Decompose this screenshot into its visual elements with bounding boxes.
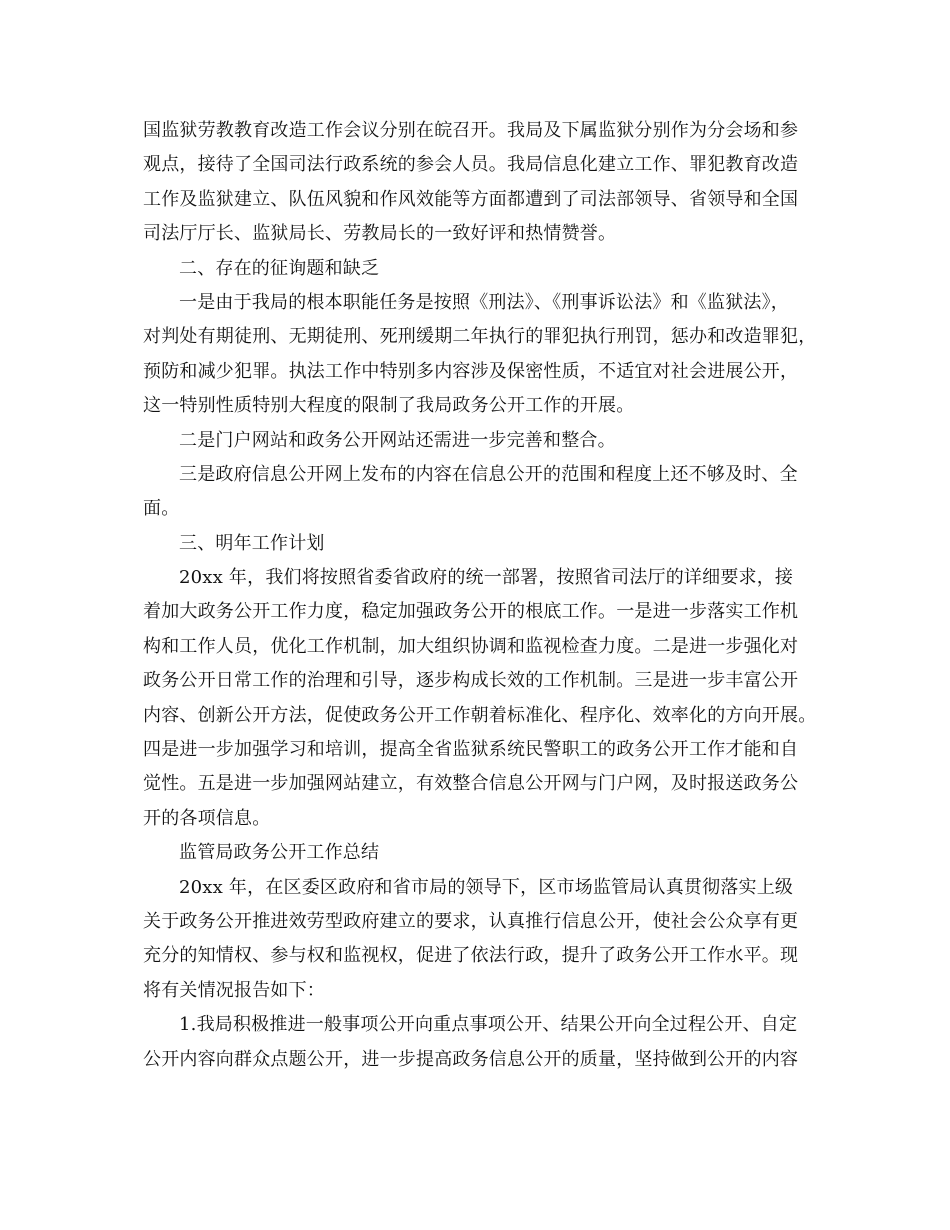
- text-line: 工作及监狱建立、队伍风貌和作风效能等方面都遭到了司法部领导、省领导和全国: [143, 188, 799, 210]
- text-line: 对判处有期徒刑、无期徒刑、死刑缓期二年执行的罪犯执行刑罚，惩办和改造罪犯，: [143, 326, 817, 348]
- text-line: 一是由于我局的根本职能任务是按照《刑法》、《刑事诉讼法》和《监狱法》，: [179, 291, 789, 313]
- text-line: 内容、创新公开方法，促使政务公开工作朝着标准化、程序化、效率化的方向开展。: [143, 704, 817, 726]
- text-line: 这一特别性质特别大程度的限制了我局政务公开工作的开展。: [143, 395, 635, 417]
- text-line: 开的各项信息。: [143, 807, 271, 829]
- text-line: 关于政务公开推进效劳型政府建立的要求，认真推行信息公开，使社会公众享有更: [143, 910, 799, 932]
- text-line: 监管局政务公开工作总结: [179, 842, 380, 864]
- text-line: 将有关情况报告如下：: [143, 979, 325, 1001]
- text-line: 观点，接待了全国司法行政系统的参会人员。我局信息化建立工作、罪犯教育改造: [143, 154, 799, 176]
- text-line: 二是门户网站和政务公开网站还需进一步完善和整合。: [179, 429, 616, 451]
- text-line: 着加大政务公开工作力度，稳定加强政务公开的根底工作。一是进一步落实工作机: [143, 601, 799, 623]
- text-line: 充分的知情权、参与权和监视权，促进了依法行政，提升了政务公开工作水平。现: [143, 945, 799, 967]
- text-line: 三是政府信息公开网上发布的内容在信息公开的范围和程度上还不够及时、全: [179, 463, 798, 485]
- text-line: 构和工作人员，优化工作机制，加大组织协调和监视检查力度。二是进一步强化对: [143, 635, 799, 657]
- text-line: 四是进一步加强学习和培训，提高全省监狱系统民警职工的政务公开工作才能和自: [143, 739, 799, 761]
- text-line: 国监狱劳教教育改造工作会议分别在皖召开。我局及下属监狱分别作为分会场和参: [143, 120, 799, 141]
- text-line: 二、存在的征询题和缺乏: [179, 257, 380, 279]
- text-line: 政务公开日常工作的治理和引导，逐步构成长效的工作机制。三是进一步丰富公开: [143, 670, 799, 692]
- text-line: 20xx 年，在区委区政府和省市局的领导下，区市场监管局认真贯彻落实上级: [179, 876, 794, 898]
- text-line: 司法厅厅长、监狱局长、劳教局长的一致好评和热情赞誉。: [143, 223, 617, 245]
- text-line: 觉性。五是进一步加强网站建立，有效整合信息公开网与门户网，及时报送政务公: [143, 773, 799, 795]
- text-line: 三、明年工作计划: [179, 532, 325, 554]
- text-line: 公开内容向群众点题公开，进一步提高政务信息公开的质量，坚持做到公开的内容: [143, 1048, 799, 1070]
- text-line: 面。: [143, 498, 180, 520]
- text-line: 1.我局积极推进一般事项公开向重点事项公开、结果公开向全过程公开、自定: [179, 1014, 798, 1036]
- text-line: 20xx 年，我们将按照省委省政府的统一部署，按照省司法厅的详细要求，接: [179, 567, 794, 589]
- text-line: 预防和减少犯罪。执法工作中特别多内容涉及保密性质，不适宜对社会进展公开，: [143, 360, 799, 382]
- document-body: [143, 114, 823, 1077]
